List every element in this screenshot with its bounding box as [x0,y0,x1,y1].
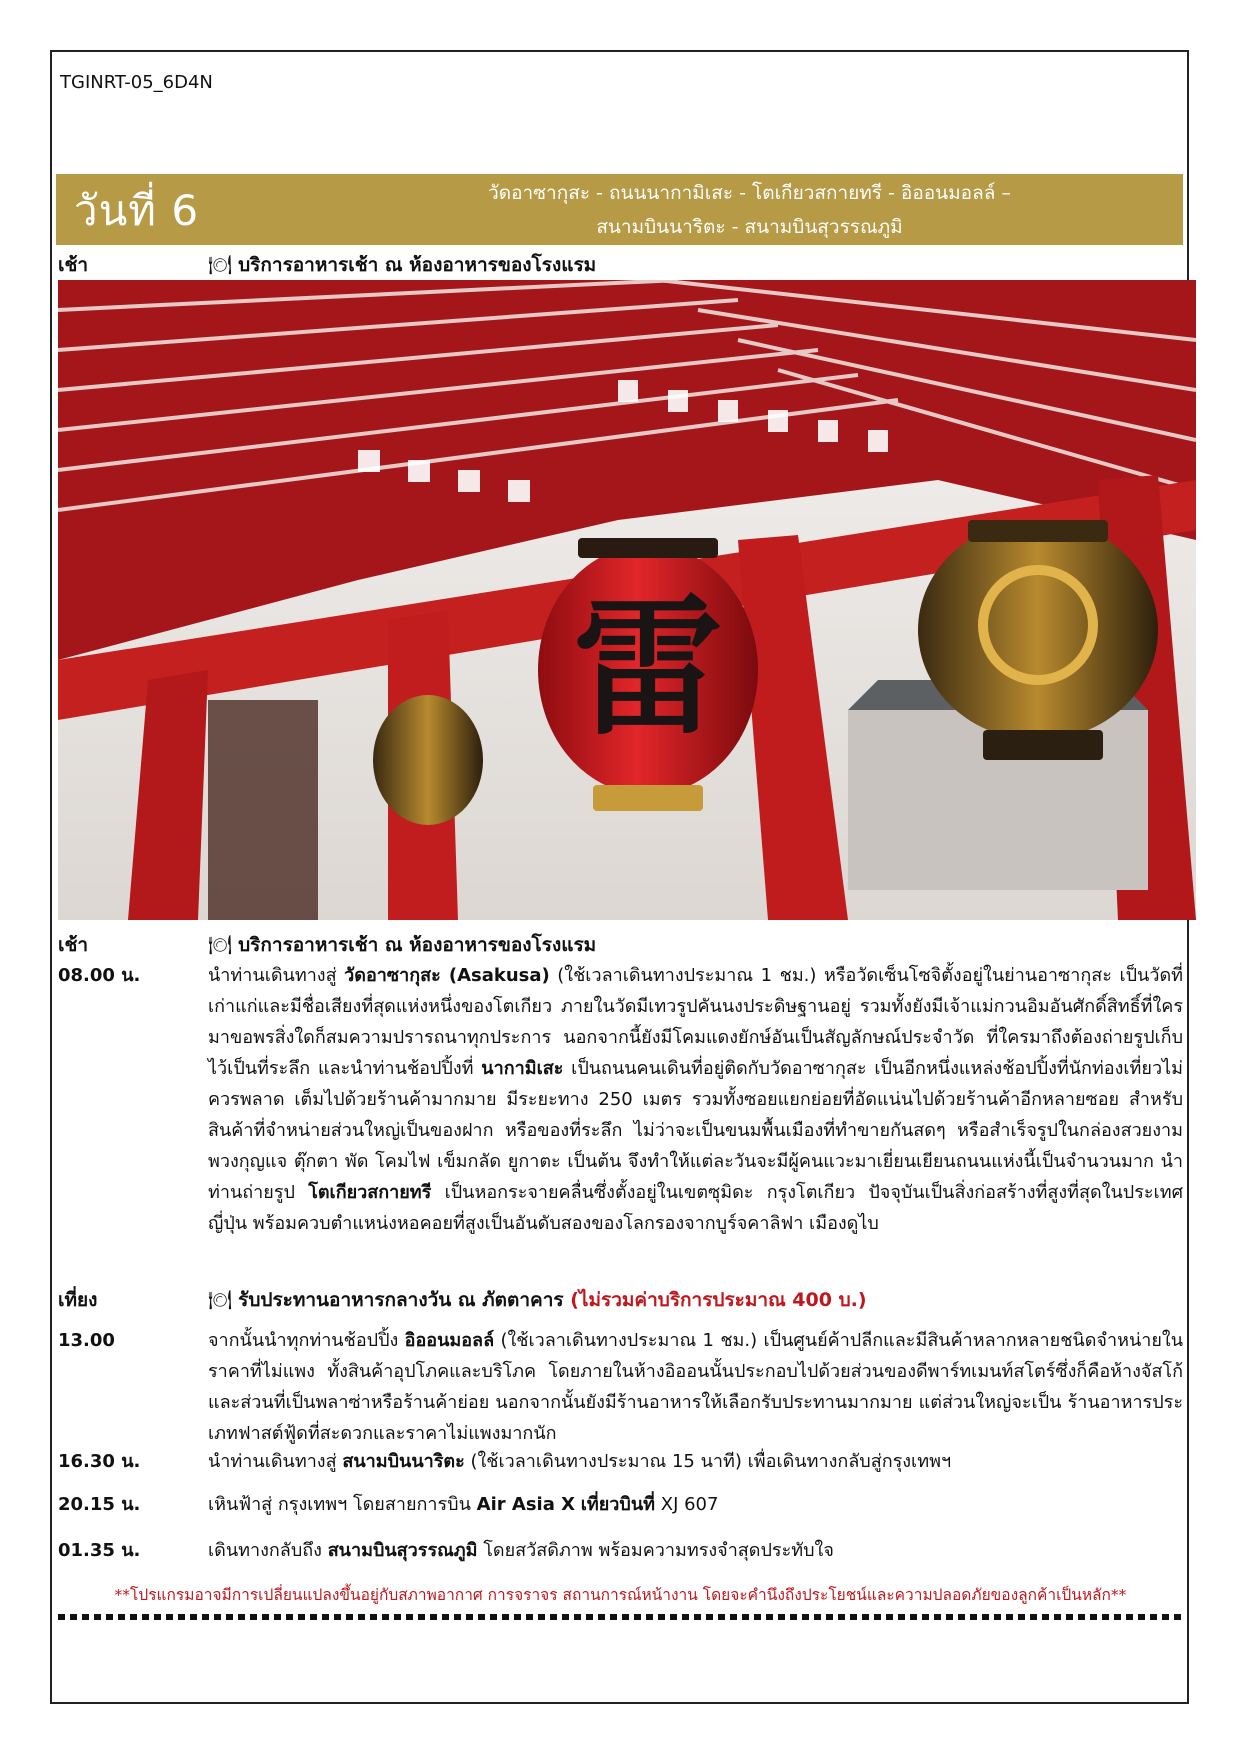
lunch-label: เที่ยง [58,1289,98,1311]
itinerary-text: จากนั้นนำทุกท่านช้อปปิ้ง อิออนมอลล์ (ใช้เวลาเดินทางประมาณ 1 ชม.) เป็นศูนย์ค้าปลีกและมีสินค้าหลากหลายชนิดจำหน่ายในราคาที่ไม่แพง ทั้งสินค้าอุปโภคและบริโภค โดยภายในห้างอิออนนั้นประกอบไปด้วยส่วนของดีพาร์ทเมนท์สโตร์ซึ่งก็คือห้างจัสโก้ และส่วนที่เป็นพลาซ่าหรือร้านค้าย่อย นอกจากนั้นยังมีร้านอาหารให้เลือกรับประทานมากมาย แต่ส่วนใหญ่จะเป็น ร้านอาหารประเภทฟาสต์ฟู้ดที่สะดวกและราคาไม่แพงมากนัก [208,1330,1183,1444]
day-title: วันที่ 6 [74,186,200,235]
time-label: 08.00 น. [58,965,141,986]
document-code: TGINRT-05_6D4N [60,72,213,93]
utensils-icon: 🍽 [208,1289,233,1311]
breakfast-label: เช้า [58,254,89,276]
time-label: 13.00 [58,1330,115,1351]
svg-text:雷: 雷 [572,580,724,756]
day-banner [56,174,1183,245]
itinerary-row-1630 [58,1446,1183,1477]
breakfast-label-2: เช้า [58,934,89,956]
breakfast-meal-2 [208,930,596,960]
itinerary-row-2015 [58,1489,1183,1520]
lunch-note: (ไม่รวมค่าบริการประมาณ 400 บ.) [570,1289,867,1311]
utensils-icon: 🍽 [208,254,233,276]
utensils-icon: 🍽 [208,934,233,956]
breakfast-text-2: บริการอาหารเช้า ณ ห้องอาหารของโรงแรม [238,934,597,956]
itinerary-row-0135 [58,1535,1183,1566]
dotted-divider [58,1614,1183,1620]
itinerary-row-1300 [58,1325,1183,1455]
sensoji-lantern-gate-image [58,280,1196,920]
time-label: 01.35 น. [58,1540,141,1561]
temple-photo [58,280,1196,920]
breakfast-meal [208,250,596,280]
itinerary-text: นำท่านเดินทางสู่ สนามบินนาริตะ (ใช้เวลาเดินทางประมาณ 15 นาที) เพื่อเดินทางกลับสู่กรุงเทพฯ [208,1451,952,1472]
breakfast-text: บริการอาหารเช้า ณ ห้องอาหารของโรงแรม [238,254,597,276]
time-label: 16.30 น. [58,1451,141,1472]
route-line-2: สนามบินนาริตะ - สนามบินสุวรรณภูมิ [596,216,903,238]
time-label: 20.15 น. [58,1494,141,1515]
lunch-text: รับประทานอาหารกลางวัน ณ ภัตตาคาร [238,1289,564,1311]
lunch-meal [208,1285,867,1315]
itinerary-row-0800 [58,960,1183,1260]
itinerary-text: เดินทางกลับถึง สนามบินสุวรรณภูมิ โดยสวัสดิภาพ พร้อมความทรงจำสุดประทับใจ [208,1540,834,1561]
itinerary-text: นำท่านเดินทางสู่ วัดอาซากุสะ (Asakusa) (ใช้เวลาเดินทางประมาณ 1 ชม.) หรือวัดเซ็นโซจิตั้งอยู่ในย่านอาซากุสะ เป็นวัดที่เก่าแก่และมีชื่อเสียงที่สุดแห่งหนึ่งของโตเกียว ภายในวัดมีเทวรูปคันนงประดิษฐานอยู่ รวมทั้งยังมีเจ้าแม่กวนอิมอันศักดิ์สิทธิ์ที่ใครมาขอพรสิ่งใดก็สมความปรารถนาทุกประการ นอกจากนี้ยังมีโคมแดงยักษ์อันเป็นสัญลักษณ์ประจำวัด ที่ใครมาถึงต้องถ่ายรูปเก็บไว้เป็นที่ระลึก และนำท่านช้อปปิ้งที่ นากามิเสะ เป็นถนนคนเดินที่อยู่ติดกับวัดอาซากุสะ เป็นอีกหนึ่งแหล่งช้อปปิ้งที่นักท่องเที่ยวไม่ควรพลาด เต็มไปด้วยร้านค้ามากมาย มีระยะทาง 250 เมตร รวมทั้งซอยแยกย่อยที่อัดแน่นไปด้วยร้านค้าอีกหลายซอย สำหรับสินค้าที่จำหน่ายส่วนใหญ่เป็นของฝาก หรือของที่ระลึก ไม่ว่าจะเป็นขนมพื้นเมืองที่ทำขายกันสดๆ หรือสำเร็จรูปในกล่องสวยงาม พวงกุญแจ ตุ๊กตา พัด โคมไฟ เข็มกลัด ยูกาตะ เป็นต้น จึงทำให้แต่ละวันจะมีผู้คนแวะมาเยี่ยนเยียนถนนแห่งนี้เป็นจำนวนมาก นำท่านถ่ายรูป โตเกียวสกายทรี เป็นหอกระจายคลื่นซึ่งตั้งอยู่ในเขตซุมิดะ กรุงโตเกียว ปัจจุบันเป็นสิ่งก่อสร้างที่สูงที่สุดในประเทศญี่ปุ่น พร้อมควบตำแหน่งหอคอยที่สูงเป็นอันดับสองของโลกรองจากบูร์จคาลิฟา เมืองดูไบ [208,965,1183,1234]
footer-note: **โปรแกรมอาจมีการเปลี่ยนแปลงขึ้นอยู่กับสภาพอากาศ การจราจร สถานการณ์หน้างาน โดยจะคำนึงถึงประโยชน์และความปลอดภัยของลูกค้าเป็นหลัก** [114,1586,1127,1604]
itinerary-text: เหินฟ้าสู่ กรุงเทพฯ โดยสายการบิน Air Asia X เที่ยวบินที่ XJ 607 [208,1494,719,1515]
route-line-1: วัดอาซากุสะ - ถนนนากามิเสะ - โตเกียวสกายทรี - อิออนมอลล์ – [488,182,1011,204]
